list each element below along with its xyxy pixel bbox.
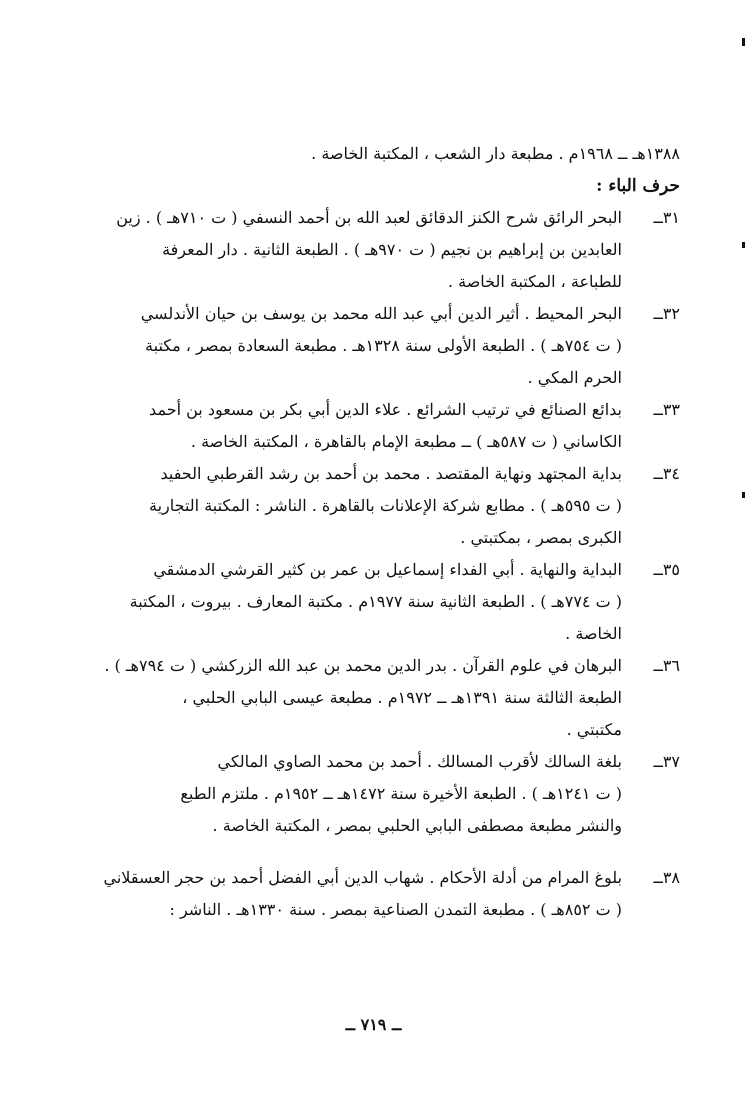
intro-line: ١٣٨٨هـ ــ ١٩٦٨م . مطبعة دار الشعب ، المكتبة الخاصة . [311, 144, 680, 163]
section-heading: حرف الباء : [596, 176, 680, 196]
entry-line: بلوغ المرام من أدلة الأحكام . شهاب الدين أبي الفضل أحمد بن حجر العسقلاني [103, 868, 622, 887]
entry-number: ٣٢ــ [653, 304, 680, 323]
entry-line: الطبعة الثالثة سنة ١٣٩١هـ ــ ١٩٧٢م . مطبعة عيسى البابي الحلبي ، [182, 688, 622, 707]
bibliography-list [78, 202, 680, 926]
bibliography-entry [78, 394, 680, 458]
entry-line: البداية والنهاية . أبي الفداء إسماعيل بن عمر بن كثير القرشي الدمشقي [153, 560, 622, 579]
entry-number: ٣٧ــ [653, 752, 680, 771]
bibliography-entry [78, 458, 680, 554]
entry-number: ٣٦ــ [653, 656, 680, 675]
scan-mark [742, 492, 745, 498]
entry-line: الخاصة . [565, 624, 622, 643]
entry-line: مكتبتي . [566, 720, 622, 739]
entry-line: الكاساني ( ت ٥٨٧هـ ) ــ مطبعة الإمام بالقاهرة ، المكتبة الخاصة . [190, 432, 622, 451]
bibliography-entry [78, 554, 680, 650]
entry-line: ( ت ٧٥٤هـ ) . الطبعة الأولى سنة ١٣٢٨هـ . مطبعة السعادة بمصر ، مكتبة [145, 336, 622, 355]
entry-line: العابدين بن إبراهيم بن نجيم ( ت ٩٧٠هـ ) . الطبعة الثانية . دار المعرفة [162, 240, 622, 259]
scan-mark [742, 242, 745, 248]
entry-line: ( ت ٥٩٥هـ ) . مطابع شركة الإعلانات بالقاهرة . الناشر : المكتبة التجارية [149, 496, 622, 515]
entry-line: الكبرى بمصر ، بمكتبتي . [460, 528, 622, 547]
entry-line: ( ت ٨٥٢هـ ) . مطبعة التمدن الصناعية بمصر . سنة ١٣٣٠هـ . الناشر : [169, 900, 622, 919]
entry-number: ٣٤ــ [653, 464, 680, 483]
entry-line: الحرم المكي . [527, 368, 622, 387]
page-number: ــ ٧١٩ ــ [345, 1015, 402, 1034]
entry-line: ( ت ٧٧٤هـ ) . الطبعة الثانية سنة ١٩٧٧م . مكتبة المعارف . بيروت ، المكتبة [129, 592, 622, 611]
bibliography-entry [78, 746, 680, 842]
bibliography-entry [78, 650, 680, 746]
entry-line: بداية المجتهد ونهاية المقتصد . محمد بن أحمد بن رشد القرطبي الحفيد [160, 464, 622, 483]
document-page [78, 138, 680, 926]
entry-line: البرهان في علوم القرآن . بدر الدين محمد بن عبد الله الزركشي ( ت ٧٩٤هـ ) . [104, 656, 622, 675]
entry-line: بلغة السالك لأقرب المسالك . أحمد بن محمد الصاوي المالكي [217, 752, 622, 771]
entry-line: والنشر مطبعة مصطفى البابي الحلبي بمصر ، المكتبة الخاصة . [212, 816, 622, 835]
scan-mark [742, 38, 745, 46]
entry-line: البحر المحيط . أثير الدين أبي عبد الله محمد بن يوسف بن حيان الأندلسي [140, 304, 622, 323]
bibliography-entry [78, 202, 680, 298]
bibliography-entry [78, 862, 680, 926]
entry-line: البحر الرائق شرح الكنز الدقائق لعبد الله بن أحمد النسفي ( ت ٧١٠هـ ) . زين [116, 208, 622, 227]
entry-number: ٣٨ــ [653, 868, 680, 887]
entry-number: ٣٣ــ [653, 400, 680, 419]
entry-line: ( ت ١٢٤١هـ ) . الطبعة الأخيرة سنة ١٤٧٢هـ ــ ١٩٥٢م . ملتزم الطبع [180, 784, 622, 803]
entry-number: ٣٥ــ [653, 560, 680, 579]
bibliography-entry [78, 298, 680, 394]
entry-line: بدائع الصنائع في ترتيب الشرائع . علاء الدين أبي بكر بن مسعود بن أحمد [149, 400, 622, 419]
entry-number: ٣١ــ [653, 208, 680, 227]
entry-line: للطباعة ، المكتبة الخاصة . [447, 272, 622, 291]
